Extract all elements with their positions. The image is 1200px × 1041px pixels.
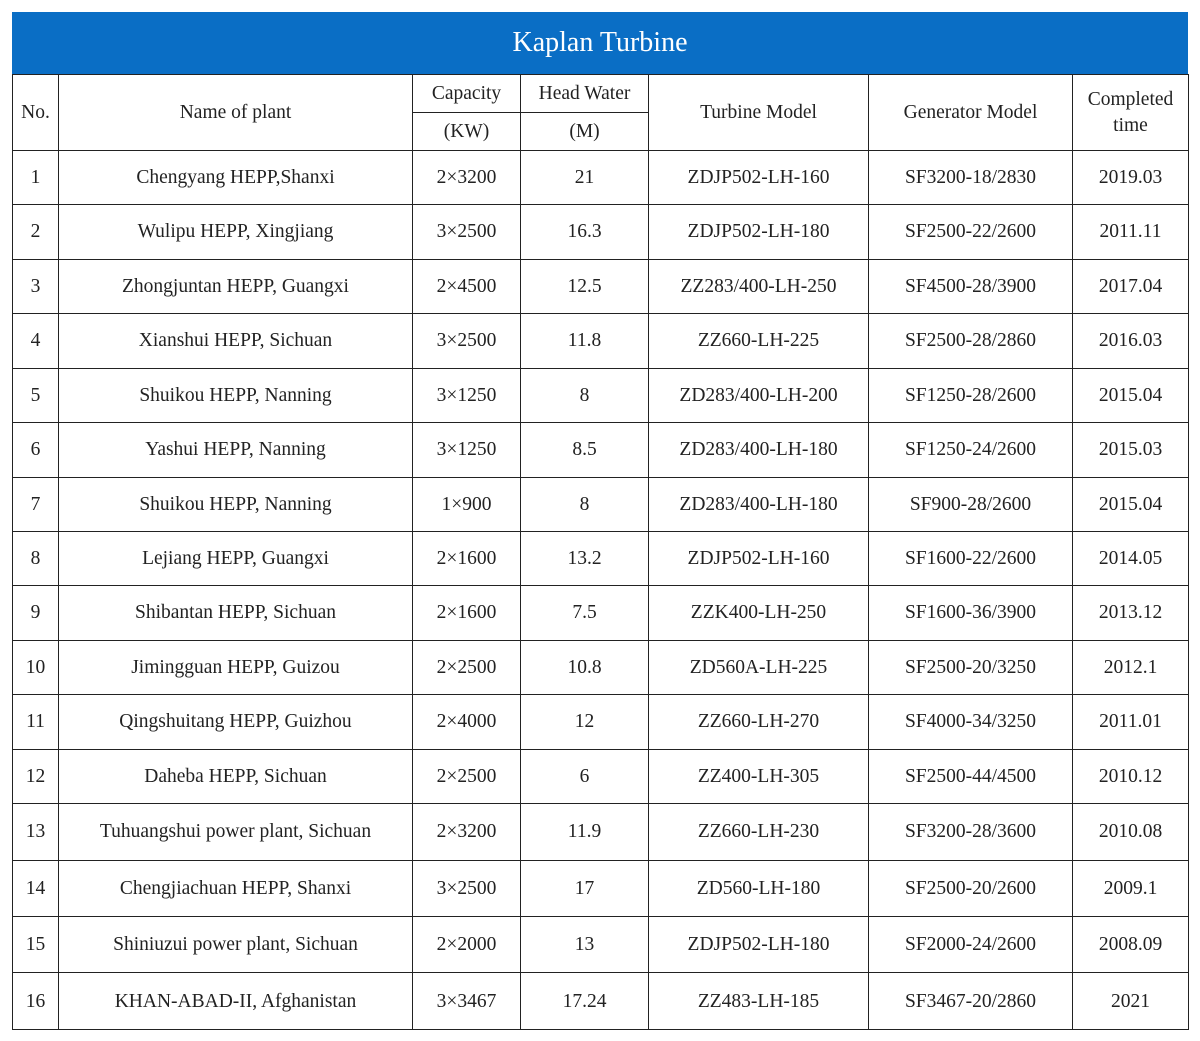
cell-no: 12 xyxy=(13,749,59,803)
cell-name: Tuhuangshui power plant, Sichuan xyxy=(59,804,413,860)
table-row xyxy=(13,916,1189,972)
cell-capacity: 2×2500 xyxy=(413,749,521,803)
cell-generator: SF2500-22/2600 xyxy=(869,205,1073,259)
cell-head: 8 xyxy=(521,368,649,422)
cell-capacity: 2×3200 xyxy=(413,804,521,860)
table-row xyxy=(13,259,1189,313)
cell-no: 9 xyxy=(13,586,59,640)
cell-capacity: 2×3200 xyxy=(413,151,521,205)
cell-no: 15 xyxy=(13,916,59,972)
cell-head: 10.8 xyxy=(521,640,649,694)
cell-completed: 2016.03 xyxy=(1073,314,1189,368)
cell-name: Shibantan HEPP, Sichuan xyxy=(59,586,413,640)
cell-completed: 2008.09 xyxy=(1073,916,1189,972)
header-head-water: Head Water xyxy=(521,75,649,113)
header-completed-line1: Completed xyxy=(1087,89,1174,111)
table-row xyxy=(13,586,1189,640)
header-no: No. xyxy=(13,75,59,151)
cell-no: 6 xyxy=(13,423,59,477)
cell-turbine: ZZ400-LH-305 xyxy=(649,749,869,803)
cell-head: 12.5 xyxy=(521,259,649,313)
cell-name: Shuikou HEPP, Nanning xyxy=(59,477,413,531)
cell-capacity: 2×2500 xyxy=(413,640,521,694)
cell-no: 16 xyxy=(13,973,59,1030)
cell-completed: 2010.12 xyxy=(1073,749,1189,803)
header-turbine-model: Turbine Model xyxy=(649,75,869,151)
cell-name: Chengjiachuan HEPP, Shanxi xyxy=(59,860,413,916)
cell-head: 8.5 xyxy=(521,423,649,477)
cell-name: Jimingguan HEPP, Guizou xyxy=(59,640,413,694)
cell-turbine: ZD560A-LH-225 xyxy=(649,640,869,694)
cell-turbine: ZZ483-LH-185 xyxy=(649,973,869,1030)
cell-capacity: 2×1600 xyxy=(413,531,521,585)
cell-head: 17.24 xyxy=(521,973,649,1030)
header-completed-line2: time xyxy=(1113,114,1148,136)
cell-generator: SF4000-34/3250 xyxy=(869,695,1073,749)
cell-turbine: ZD560-LH-180 xyxy=(649,860,869,916)
cell-name: Yashui HEPP, Nanning xyxy=(59,423,413,477)
cell-generator: SF1600-22/2600 xyxy=(869,531,1073,585)
header-completed-time xyxy=(1073,75,1189,151)
cell-turbine: ZD283/400-LH-180 xyxy=(649,477,869,531)
cell-generator: SF900-28/2600 xyxy=(869,477,1073,531)
table-row xyxy=(13,368,1189,422)
cell-head: 17 xyxy=(521,860,649,916)
cell-turbine: ZD283/400-LH-180 xyxy=(649,423,869,477)
cell-capacity: 1×900 xyxy=(413,477,521,531)
cell-name: Zhongjuntan HEPP, Guangxi xyxy=(59,259,413,313)
cell-turbine: ZDJP502-LH-160 xyxy=(649,531,869,585)
cell-completed: 2021 xyxy=(1073,973,1189,1030)
cell-generator: SF2500-20/3250 xyxy=(869,640,1073,694)
cell-name: Daheba HEPP, Sichuan xyxy=(59,749,413,803)
cell-no: 2 xyxy=(13,205,59,259)
cell-completed: 2015.04 xyxy=(1073,368,1189,422)
cell-generator: SF3467-20/2860 xyxy=(869,973,1073,1030)
cell-turbine: ZDJP502-LH-160 xyxy=(649,151,869,205)
cell-no: 13 xyxy=(13,804,59,860)
cell-completed: 2011.11 xyxy=(1073,205,1189,259)
cell-name: KHAN-ABAD-II, Afghanistan xyxy=(59,973,413,1030)
table-title: Kaplan Turbine xyxy=(12,12,1188,74)
cell-head: 12 xyxy=(521,695,649,749)
cell-no: 14 xyxy=(13,860,59,916)
cell-no: 3 xyxy=(13,259,59,313)
cell-no: 1 xyxy=(13,151,59,205)
table-row xyxy=(13,477,1189,531)
cell-completed: 2015.03 xyxy=(1073,423,1189,477)
cell-name: Wulipu HEPP, Xingjiang xyxy=(59,205,413,259)
cell-head: 11.8 xyxy=(521,314,649,368)
table-row xyxy=(13,973,1189,1030)
table-row xyxy=(13,423,1189,477)
cell-turbine: ZD283/400-LH-200 xyxy=(649,368,869,422)
cell-no: 11 xyxy=(13,695,59,749)
cell-completed: 2015.04 xyxy=(1073,477,1189,531)
cell-turbine: ZZ660-LH-270 xyxy=(649,695,869,749)
cell-completed: 2017.04 xyxy=(1073,259,1189,313)
cell-head: 16.3 xyxy=(521,205,649,259)
table-row xyxy=(13,531,1189,585)
table-row xyxy=(13,640,1189,694)
table-row xyxy=(13,151,1189,205)
header-head-unit: (M) xyxy=(521,113,649,151)
cell-capacity: 3×2500 xyxy=(413,860,521,916)
cell-turbine: ZZ660-LH-230 xyxy=(649,804,869,860)
cell-generator: SF2500-44/4500 xyxy=(869,749,1073,803)
cell-name: Shuikou HEPP, Nanning xyxy=(59,368,413,422)
cell-no: 7 xyxy=(13,477,59,531)
cell-name: Chengyang HEPP,Shanxi xyxy=(59,151,413,205)
cell-name: Lejiang HEPP, Guangxi xyxy=(59,531,413,585)
cell-head: 8 xyxy=(521,477,649,531)
header-capacity-unit: (KW) xyxy=(413,113,521,151)
cell-generator: SF3200-28/3600 xyxy=(869,804,1073,860)
cell-capacity: 3×2500 xyxy=(413,205,521,259)
cell-capacity: 2×4500 xyxy=(413,259,521,313)
cell-name: Xianshui HEPP, Sichuan xyxy=(59,314,413,368)
table-row xyxy=(13,695,1189,749)
cell-name: Shiniuzui power plant, Sichuan xyxy=(59,916,413,972)
header-generator-model: Generator Model xyxy=(869,75,1073,151)
cell-generator: SF1600-36/3900 xyxy=(869,586,1073,640)
cell-turbine: ZZ660-LH-225 xyxy=(649,314,869,368)
table-row xyxy=(13,205,1189,259)
cell-head: 13.2 xyxy=(521,531,649,585)
cell-capacity: 3×2500 xyxy=(413,314,521,368)
cell-head: 11.9 xyxy=(521,804,649,860)
cell-completed: 2010.08 xyxy=(1073,804,1189,860)
cell-head: 6 xyxy=(521,749,649,803)
cell-capacity: 3×1250 xyxy=(413,423,521,477)
table-row xyxy=(13,804,1189,860)
cell-completed: 2012.1 xyxy=(1073,640,1189,694)
header-name: Name of plant xyxy=(59,75,413,151)
cell-generator: SF1250-28/2600 xyxy=(869,368,1073,422)
cell-turbine: ZDJP502-LH-180 xyxy=(649,916,869,972)
cell-capacity: 3×1250 xyxy=(413,368,521,422)
cell-no: 10 xyxy=(13,640,59,694)
cell-head: 13 xyxy=(521,916,649,972)
cell-capacity: 2×2000 xyxy=(413,916,521,972)
cell-no: 8 xyxy=(13,531,59,585)
table-row xyxy=(13,860,1189,916)
header-capacity: Capacity xyxy=(413,75,521,113)
cell-turbine: ZDJP502-LH-180 xyxy=(649,205,869,259)
cell-turbine: ZZK400-LH-250 xyxy=(649,586,869,640)
cell-generator: SF2500-28/2860 xyxy=(869,314,1073,368)
cell-completed: 2011.01 xyxy=(1073,695,1189,749)
cell-head: 21 xyxy=(521,151,649,205)
cell-name: Qingshuitang HEPP, Guizhou xyxy=(59,695,413,749)
cell-capacity: 2×1600 xyxy=(413,586,521,640)
table-row xyxy=(13,314,1189,368)
cell-generator: SF2500-20/2600 xyxy=(869,860,1073,916)
cell-generator: SF1250-24/2600 xyxy=(869,423,1073,477)
cell-head: 7.5 xyxy=(521,586,649,640)
cell-completed: 2009.1 xyxy=(1073,860,1189,916)
cell-no: 4 xyxy=(13,314,59,368)
kaplan-turbine-table xyxy=(12,74,1189,1030)
cell-completed: 2013.12 xyxy=(1073,586,1189,640)
cell-generator: SF4500-28/3900 xyxy=(869,259,1073,313)
cell-no: 5 xyxy=(13,368,59,422)
cell-completed: 2019.03 xyxy=(1073,151,1189,205)
table-row xyxy=(13,749,1189,803)
cell-turbine: ZZ283/400-LH-250 xyxy=(649,259,869,313)
cell-generator: SF2000-24/2600 xyxy=(869,916,1073,972)
cell-capacity: 2×4000 xyxy=(413,695,521,749)
cell-capacity: 3×3467 xyxy=(413,973,521,1030)
cell-generator: SF3200-18/2830 xyxy=(869,151,1073,205)
cell-completed: 2014.05 xyxy=(1073,531,1189,585)
